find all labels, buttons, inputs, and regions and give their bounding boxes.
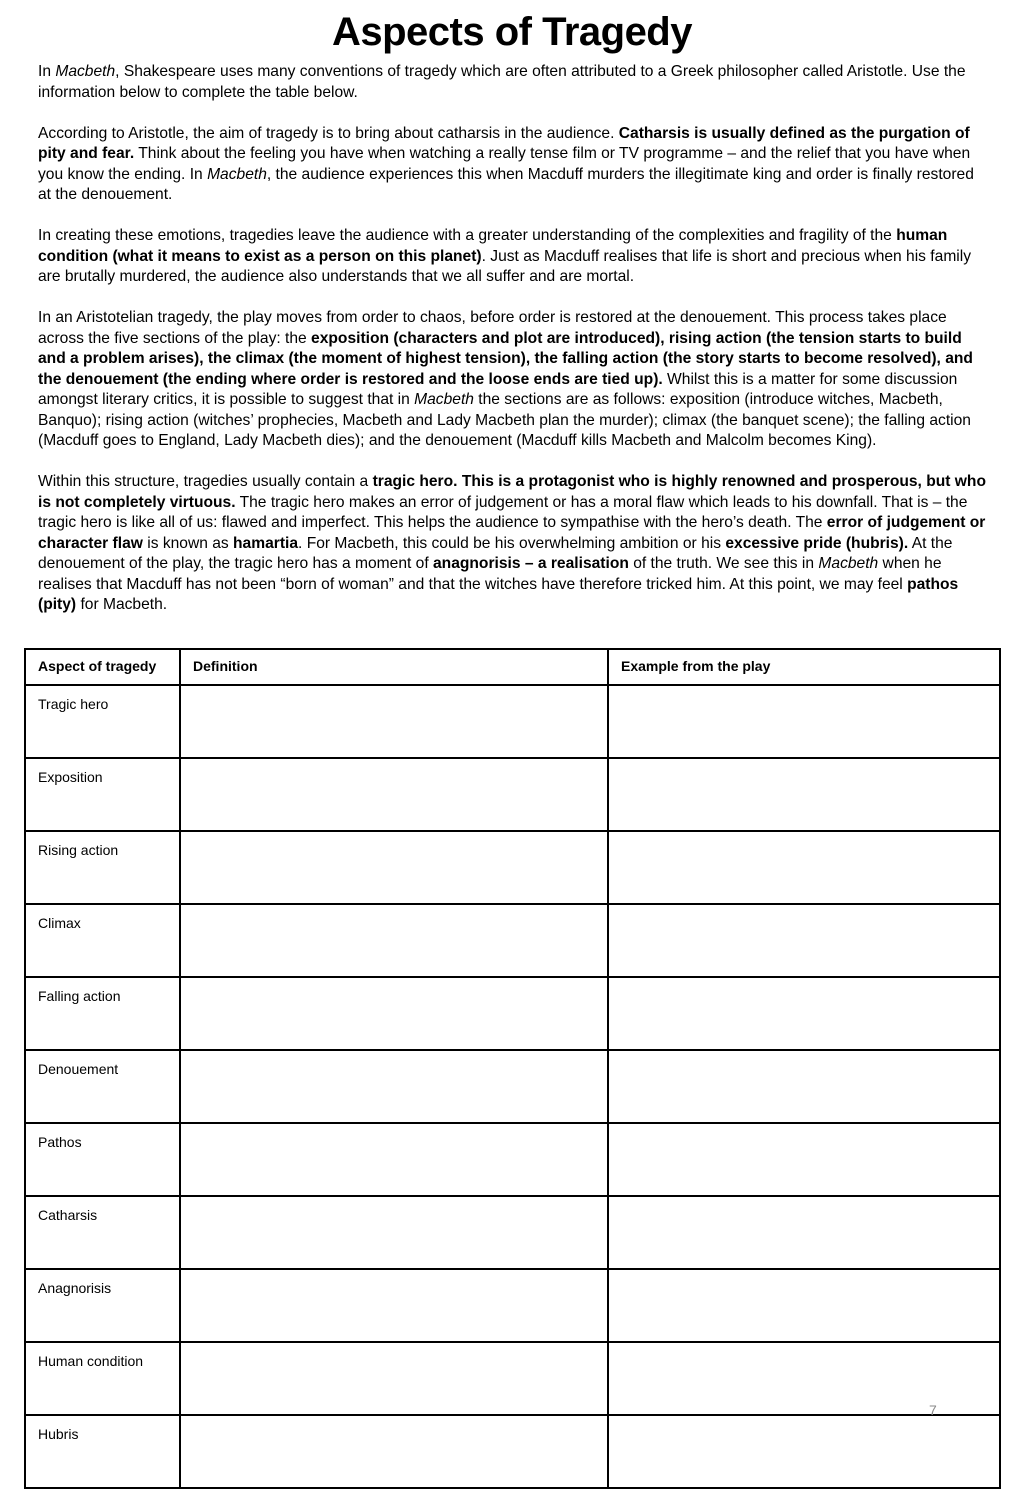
definition-cell[interactable] <box>180 977 608 1050</box>
definition-cell[interactable] <box>180 1196 608 1269</box>
aspect-cell: Human condition <box>25 1342 180 1415</box>
table-row <box>25 1342 1000 1415</box>
aspect-cell: Hubris <box>25 1415 180 1488</box>
text-run: when he realises that Macduff has not been “born of woman” and that the witches have therefore tricked him. At this point, we may feel <box>38 555 942 593</box>
intro-paragraph-3 <box>38 226 988 288</box>
text-run: Think about the feeling you have when watching a really tense film or TV programme – and the relief that you have when you know the ending. In <box>38 145 971 183</box>
definition-cell[interactable] <box>180 1342 608 1415</box>
text-run-bold: pathos (pity) <box>38 575 959 613</box>
definition-cell[interactable] <box>180 758 608 831</box>
definition-cell[interactable] <box>180 685 608 758</box>
text-run-italic: Macbeth <box>207 165 267 183</box>
text-run: for Macbeth. <box>76 596 168 613</box>
intro-paragraph-1 <box>38 62 988 103</box>
aspect-cell: Exposition <box>25 758 180 831</box>
example-cell[interactable] <box>608 685 1000 758</box>
text-run: the sections are as follows: exposition (introduce witches, Macbeth, Banquo); rising action (witches’ prophecies, Macbeth and Lady Macbeth plan the murder); climax (the banquet scene); the falling action (Macduff goes to England, Lady Macbeth dies); and the denouement (Macduff kills Macbeth and Malcolm becomes King). <box>38 391 971 449</box>
text-run-italic: Macbeth <box>55 63 116 80</box>
definition-cell[interactable] <box>180 904 608 977</box>
text-run-bold: Catharsis is usually defined as the purgation of pity and fear. <box>38 124 970 162</box>
text-run-bold: exposition (characters and plot are introduced), rising action (the tension starts to build and a problem arises), the climax (the moment of highest tension), the falling action (the story starts to become resolved), and the denouement (the ending where order is restored and the loose ends are tied up). <box>38 329 973 388</box>
aspect-cell: Climax <box>25 904 180 977</box>
text-run-bold: tragic hero. This is a protagonist who is highly renowned and prosperous, but who is not completely virtuous. <box>38 473 986 511</box>
table-row <box>25 1196 1000 1269</box>
text-run: In an Aristotelian tragedy, the play moves from order to chaos, before order is restored at the denouement. This process takes place across the five sections of the play: the <box>38 309 947 347</box>
table-row <box>25 977 1000 1050</box>
text-run-italic: Macbeth <box>414 391 474 408</box>
aspect-cell: Denouement <box>25 1050 180 1123</box>
text-run: Whilst this is a matter for some discussion amongst literary critics, it is possible to suggest that in <box>38 370 958 408</box>
text-run-bold: hamartia <box>233 534 299 552</box>
text-run: of the truth. We see this in <box>628 555 819 572</box>
aspect-cell: Tragic hero <box>25 685 180 758</box>
text-run-italic: Macbeth <box>818 555 879 572</box>
definition-cell[interactable] <box>180 1269 608 1342</box>
example-cell[interactable] <box>608 1269 1000 1342</box>
intro-paragraph-2 <box>38 124 988 206</box>
example-cell[interactable] <box>608 1050 1000 1123</box>
example-cell[interactable] <box>608 977 1000 1050</box>
aspect-cell: Pathos <box>25 1123 180 1196</box>
text-run: In creating these emotions, tragedies leave the audience with a greater understanding of the complexities and fragility of the <box>38 227 897 244</box>
table-header-row <box>25 649 1000 685</box>
text-run-bold: human condition (what it means to exist as a person on this planet) <box>38 227 948 265</box>
definition-cell[interactable] <box>180 1050 608 1123</box>
page-title: Aspects of Tragedy <box>331 10 692 54</box>
text-run: In <box>38 63 56 80</box>
text-run: . For Macbeth, this could be his overwhelming ambition or his <box>298 534 726 552</box>
example-cell[interactable] <box>608 758 1000 831</box>
intro-paragraph-5 <box>38 472 988 616</box>
aspect-cell: Falling action <box>25 977 180 1050</box>
text-run: . Just as Macduff realises that life is short and precious when his family are brutally murdered, the audience also understands that we all suffer and are mortal. <box>38 247 972 285</box>
text-run: The tragic hero makes an error of judgement or has a moral flaw which leads to his downfall. That is – the tragic hero is like all of us: flawed and imperfect. This helps the audience to sympathise with the hero’s death. The <box>38 493 968 531</box>
aspect-cell: Rising action <box>25 831 180 904</box>
text-run: , Shakespeare uses many conventions of tragedy which are often attributed to a Greek philosopher called Aristotle. Use the information below to complete the table below. <box>38 63 966 101</box>
table-row <box>25 904 1000 977</box>
table-row <box>25 1123 1000 1196</box>
text-run: is known as <box>142 534 234 552</box>
page-number: 7 <box>929 1402 937 1418</box>
aspect-cell: Anagnorisis <box>25 1269 180 1342</box>
table-row <box>25 831 1000 904</box>
table-row <box>25 1050 1000 1123</box>
text-run: Within this structure, tragedies usually contain a <box>38 473 373 490</box>
header-definition: Definition <box>180 649 608 685</box>
example-cell[interactable] <box>608 831 1000 904</box>
table-row <box>25 758 1000 831</box>
example-cell[interactable] <box>608 1196 1000 1269</box>
text-run: At the denouement of the play, the tragic hero has a moment of <box>38 534 953 572</box>
intro-text <box>38 62 988 636</box>
example-cell[interactable] <box>608 904 1000 977</box>
aspect-cell: Catharsis <box>25 1196 180 1269</box>
text-run-bold: error of judgement or character flaw <box>38 514 986 552</box>
table-row <box>25 685 1000 758</box>
example-cell[interactable] <box>608 1123 1000 1196</box>
example-cell[interactable] <box>608 1342 1000 1415</box>
definition-cell[interactable] <box>180 831 608 904</box>
text-run-bold: excessive pride (hubris). <box>725 534 909 552</box>
table-row <box>25 1269 1000 1342</box>
text-run: , the audience experiences this when Macduff murders the illegitimate king and order is finally restored at the denouement. <box>38 165 974 203</box>
definition-cell[interactable] <box>180 1415 608 1488</box>
example-cell[interactable] <box>608 1415 1000 1488</box>
table-row <box>25 1415 1000 1488</box>
text-run-bold: anagnorisis – a realisation <box>433 555 629 572</box>
intro-paragraph-4 <box>38 308 988 452</box>
aspects-table <box>24 648 1001 1489</box>
text-run: According to Aristotle, the aim of tragedy is to bring about catharsis in the audience. <box>38 124 619 142</box>
header-example: Example from the play <box>608 649 1000 685</box>
definition-cell[interactable] <box>180 1123 608 1196</box>
header-aspect: Aspect of tragedy <box>25 649 180 685</box>
